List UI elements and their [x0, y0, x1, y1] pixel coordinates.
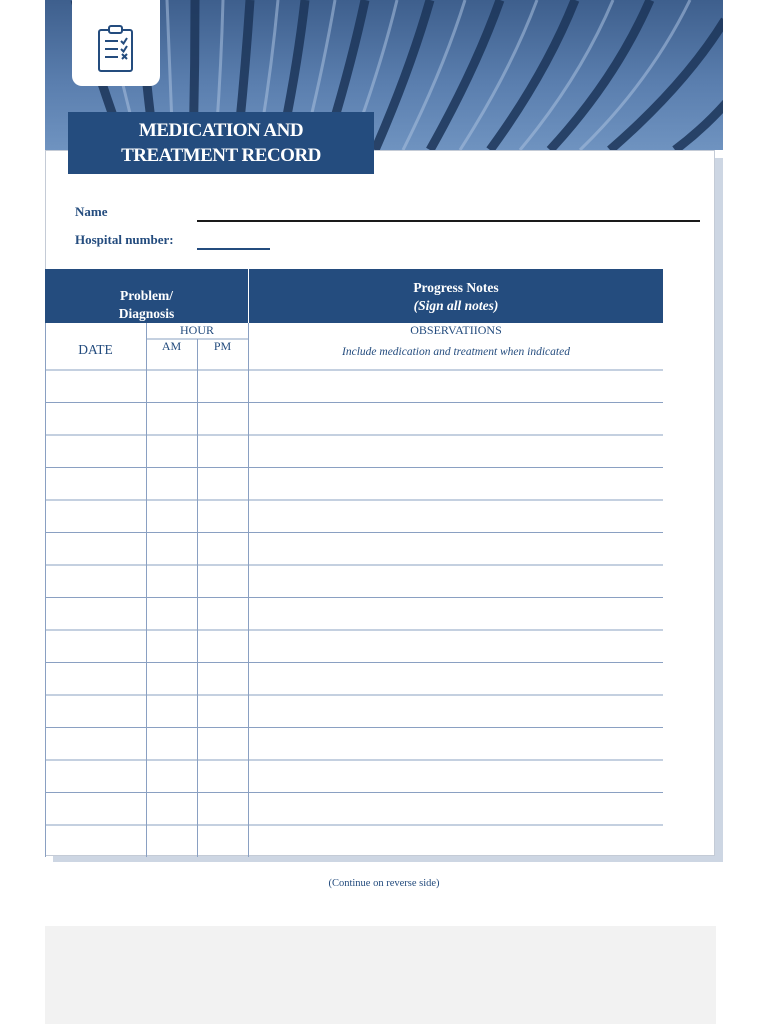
observation-cell[interactable]	[249, 598, 663, 631]
observation-cell[interactable]	[249, 403, 663, 436]
table-row	[45, 370, 663, 403]
icon-tab	[72, 0, 160, 86]
medication-table	[45, 269, 663, 857]
am-cell[interactable]	[146, 565, 197, 598]
title-line-2: TREATMENT RECORD	[121, 145, 321, 166]
pm-cell[interactable]	[197, 630, 248, 663]
observation-cell[interactable]	[249, 825, 663, 858]
observation-cell[interactable]	[249, 370, 663, 403]
table-row	[45, 403, 663, 436]
problem-header	[45, 287, 248, 323]
am-cell[interactable]	[146, 728, 197, 761]
table-row	[45, 500, 663, 533]
continue-note: (Continue on reverse side)	[328, 878, 440, 889]
pm-cell[interactable]	[197, 403, 248, 436]
am-cell[interactable]	[146, 630, 197, 663]
table-row	[45, 435, 663, 468]
pm-header: PM	[213, 339, 232, 353]
table-row	[45, 825, 663, 858]
am-cell[interactable]	[146, 825, 197, 858]
table-row	[45, 630, 663, 663]
am-cell[interactable]	[146, 663, 197, 696]
am-cell[interactable]	[146, 370, 197, 403]
pm-cell[interactable]	[197, 760, 248, 793]
observations-header: OBSERVATIIONS	[410, 323, 502, 337]
observation-cell[interactable]	[249, 533, 663, 566]
hospital-number-field[interactable]	[197, 248, 270, 250]
document-title	[68, 112, 374, 174]
date-cell[interactable]	[45, 533, 146, 566]
pm-cell[interactable]	[197, 825, 248, 858]
date-cell[interactable]	[45, 630, 146, 663]
date-cell[interactable]	[45, 435, 146, 468]
progress-notes-header	[249, 279, 663, 315]
table-row	[45, 663, 663, 696]
pm-cell[interactable]	[197, 435, 248, 468]
name-label: Name	[75, 204, 108, 219]
date-cell[interactable]	[45, 598, 146, 631]
observation-cell[interactable]	[249, 468, 663, 501]
clipboard-checklist-icon	[96, 24, 136, 74]
pm-cell[interactable]	[197, 663, 248, 696]
problem-header-line-1: Problem/	[120, 288, 173, 303]
am-cell[interactable]	[146, 533, 197, 566]
am-cell[interactable]	[146, 435, 197, 468]
table-row	[45, 760, 663, 793]
title-line-1: MEDICATION AND	[138, 120, 304, 141]
table-row	[45, 565, 663, 598]
date-header: DATE	[78, 342, 113, 357]
table-row	[45, 533, 663, 566]
observation-cell[interactable]	[249, 663, 663, 696]
date-cell[interactable]	[45, 500, 146, 533]
observation-cell[interactable]	[249, 565, 663, 598]
pm-cell[interactable]	[197, 533, 248, 566]
hospital-number-label: Hospital number:	[75, 232, 174, 247]
am-header: AM	[161, 339, 182, 353]
observation-cell[interactable]	[249, 435, 663, 468]
pm-cell[interactable]	[197, 565, 248, 598]
problem-header-line-2: Diagnosis	[118, 306, 175, 321]
pm-cell[interactable]	[197, 598, 248, 631]
date-cell[interactable]	[45, 695, 146, 728]
table-row	[45, 598, 663, 631]
table-row	[45, 695, 663, 728]
observation-cell[interactable]	[249, 793, 663, 826]
hour-header: HOUR	[179, 323, 214, 337]
date-cell[interactable]	[45, 403, 146, 436]
date-cell[interactable]	[45, 468, 146, 501]
pm-cell[interactable]	[197, 695, 248, 728]
table-row	[45, 793, 663, 826]
am-cell[interactable]	[146, 403, 197, 436]
pm-cell[interactable]	[197, 728, 248, 761]
progress-notes-title: Progress Notes	[413, 280, 499, 295]
next-page-preview	[45, 926, 716, 1024]
pm-cell[interactable]	[197, 370, 248, 403]
observation-cell[interactable]	[249, 728, 663, 761]
table-row	[45, 728, 663, 761]
observation-cell[interactable]	[249, 760, 663, 793]
observation-cell[interactable]	[249, 500, 663, 533]
am-cell[interactable]	[146, 793, 197, 826]
am-cell[interactable]	[146, 468, 197, 501]
observation-cell[interactable]	[249, 695, 663, 728]
date-cell[interactable]	[45, 663, 146, 696]
pm-cell[interactable]	[197, 500, 248, 533]
pm-cell[interactable]	[197, 793, 248, 826]
date-cell[interactable]	[45, 793, 146, 826]
date-cell[interactable]	[45, 565, 146, 598]
am-cell[interactable]	[146, 500, 197, 533]
date-cell[interactable]	[45, 370, 146, 403]
date-cell[interactable]	[45, 760, 146, 793]
pm-cell[interactable]	[197, 468, 248, 501]
name-field[interactable]	[197, 220, 700, 222]
progress-notes-subtitle: (Sign all notes)	[413, 298, 499, 313]
date-cell[interactable]	[45, 825, 146, 858]
am-cell[interactable]	[146, 760, 197, 793]
observation-cell[interactable]	[249, 630, 663, 663]
am-cell[interactable]	[146, 695, 197, 728]
date-cell[interactable]	[45, 728, 146, 761]
observations-note: Include medication and treatment when indicated	[342, 346, 570, 358]
am-cell[interactable]	[146, 598, 197, 631]
table-row	[45, 468, 663, 501]
